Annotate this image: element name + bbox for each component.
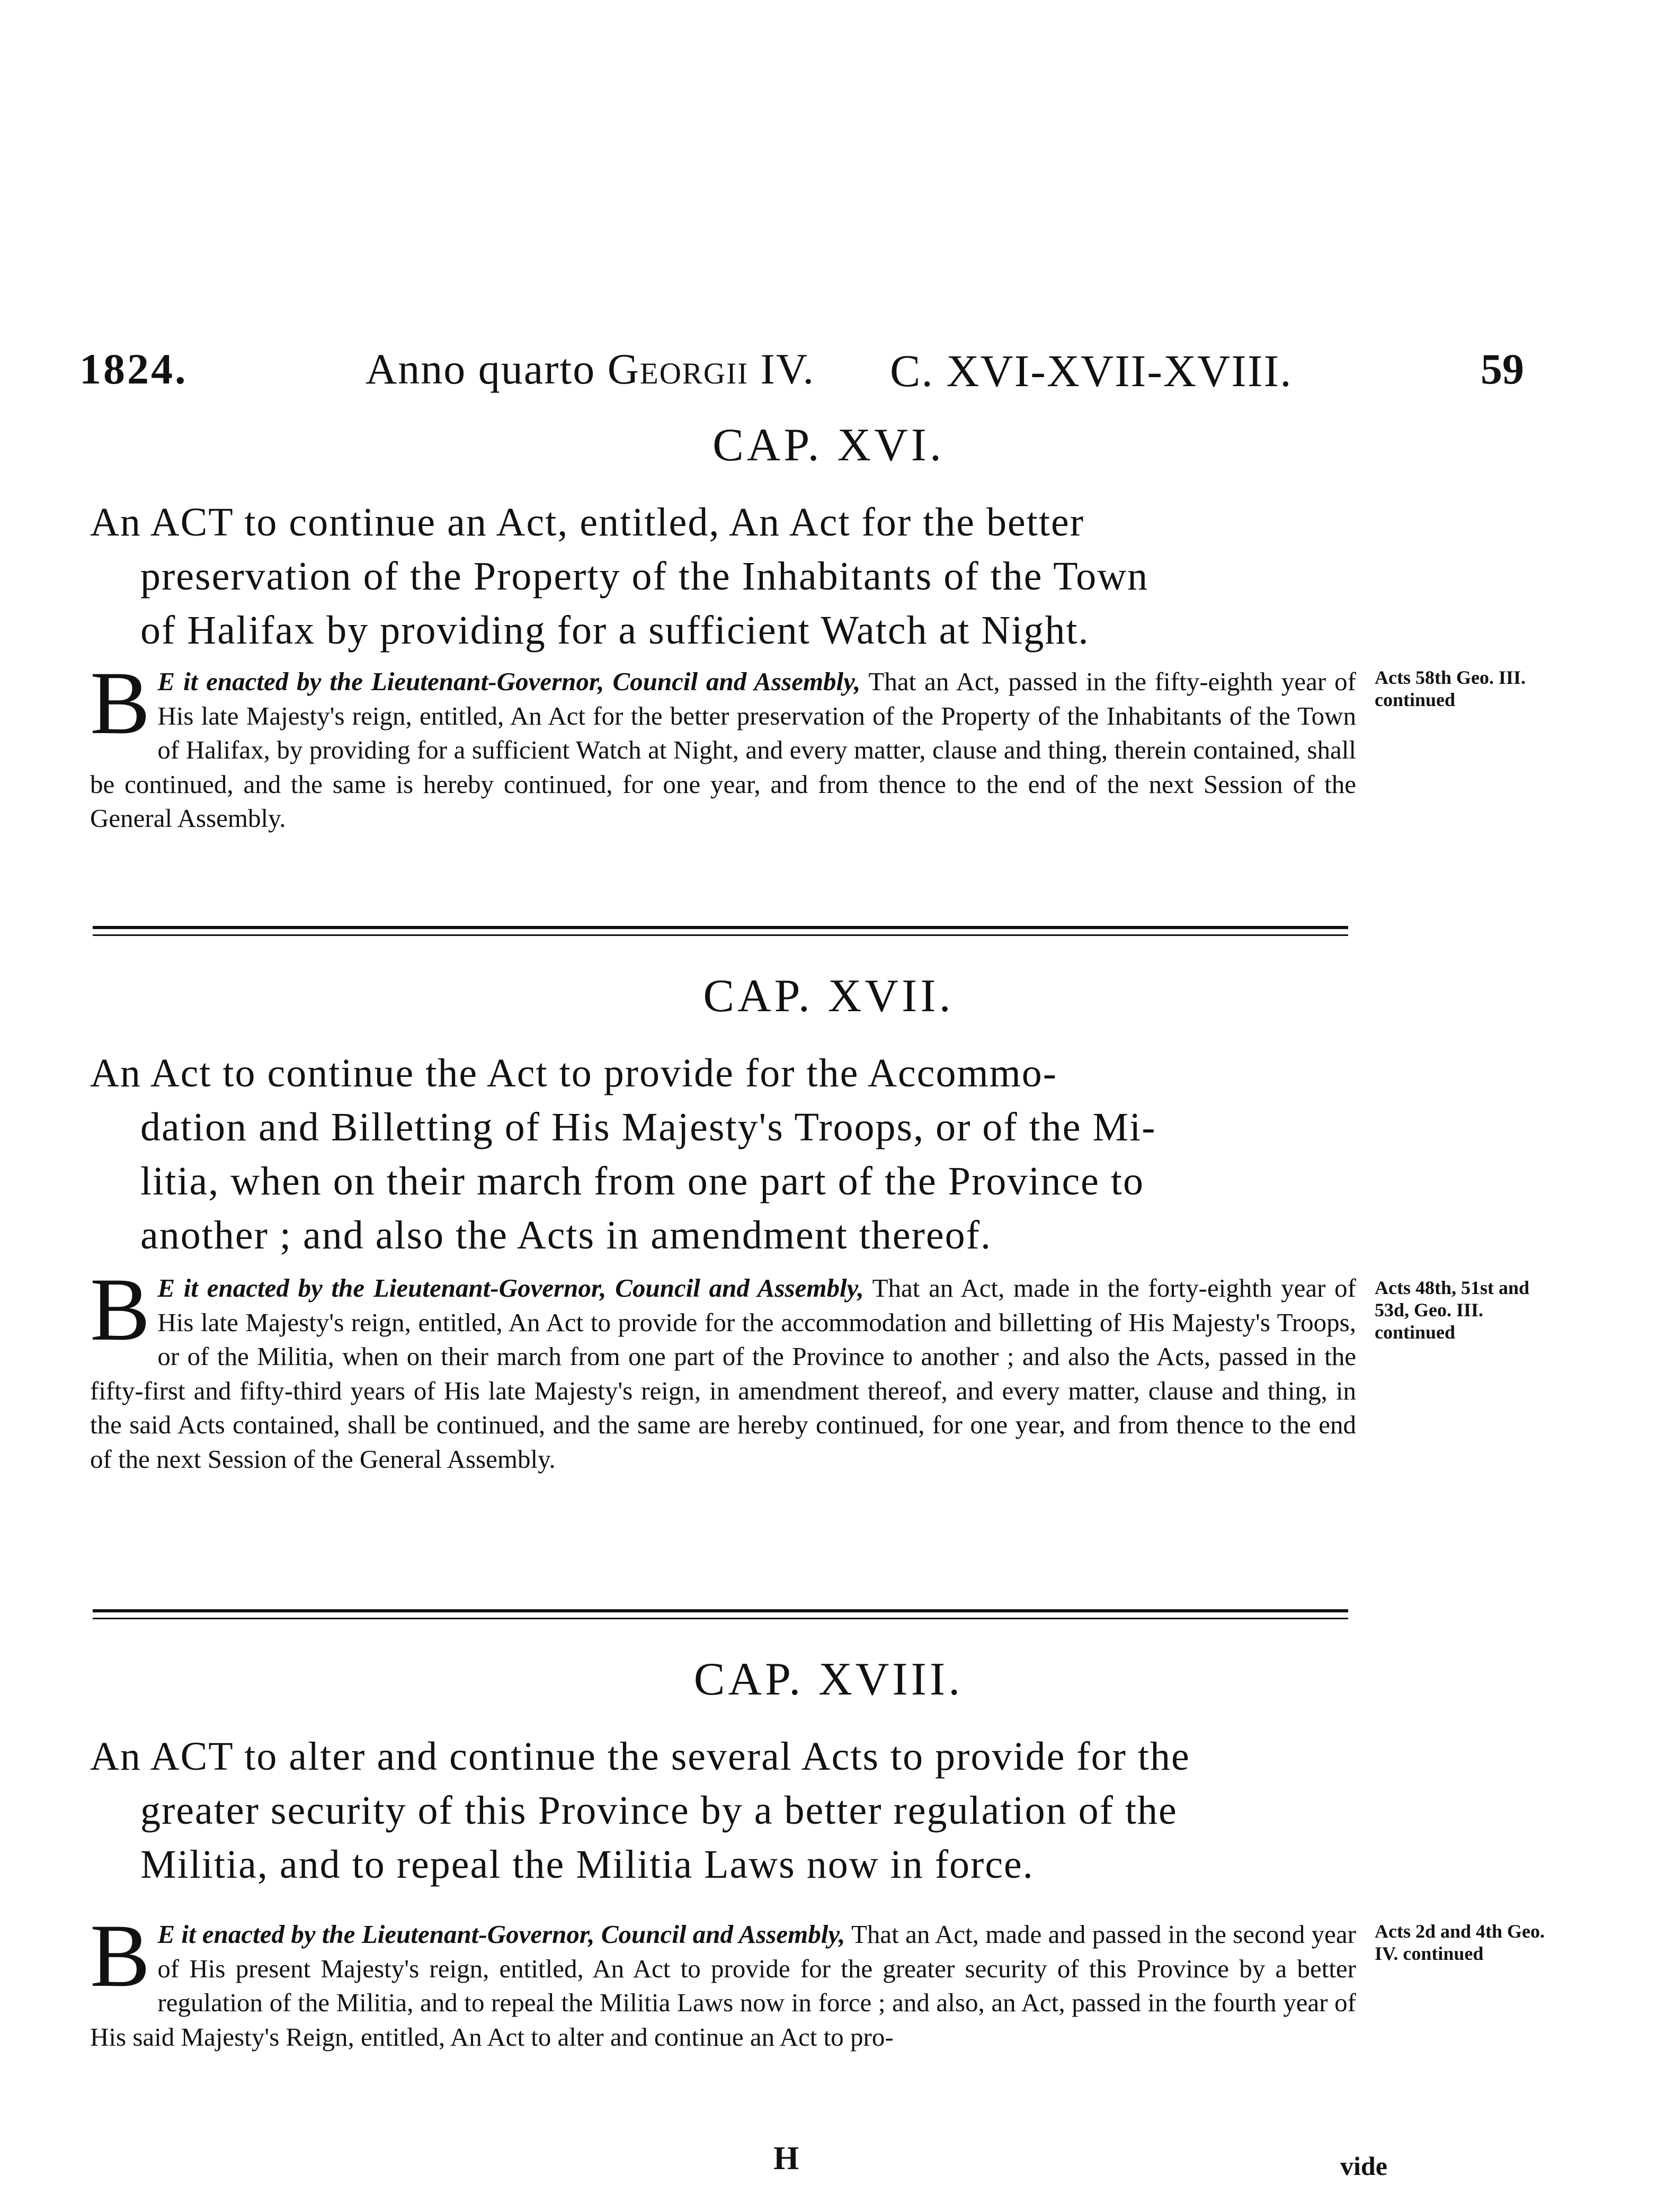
signature-mark: H	[773, 2140, 799, 2177]
page-number: 59	[1481, 345, 1524, 393]
act-title-line: An ACT to alter and continue the several Acts to provide for the	[90, 1734, 1190, 1779]
drop-cap: B	[90, 1260, 150, 1359]
enacting-clause: E it enacted by the Lieutenant-Governor, Council and Assembly,	[157, 1920, 845, 1949]
section-divider	[93, 926, 1348, 929]
section-divider	[93, 1618, 1348, 1619]
act-title-16	[90, 495, 1377, 657]
act-body-18	[90, 1906, 1356, 2054]
act-title-line: An ACT to continue an Act, entitled, An Act for the better	[90, 500, 1085, 545]
header-chapters: C. XVI-XVII-XVIII.	[890, 345, 1293, 396]
act-body-text: That an Act, made in the forty-eighth year of His late Majesty's reign, entitled, An Act to provide for the accommodation and billetting of His Majesty's Troops, or of the Militia, when on their march from one part of the Province to another ; and also the Acts, passed in the fifty-first and fifty-third years of His late Majesty's reign, in amendment thereof, and every matter, clause and thing, in the said Acts contained, shall be continued, and the same are hereby continued, for one year, and from thence to the end of the next Session of the General Assembly.	[90, 1273, 1356, 1474]
act-title-line: litia, when on their march from one part of the Province to	[140, 1159, 1145, 1203]
section-divider	[93, 934, 1348, 936]
section-divider	[93, 1609, 1348, 1612]
act-title-line: greater security of this Province by a better regulation of the	[140, 1788, 1178, 1833]
cap-heading-16: CAP. XVI.	[712, 420, 945, 471]
act-title-line: An Act to continue the Act to provide for the Accommo-	[90, 1051, 1058, 1095]
header-title-king: Georgii IV.	[607, 345, 815, 393]
header-title-prefix: Anno quarto	[366, 345, 596, 393]
marginal-note-16: Acts 58th Geo. III. continued	[1375, 667, 1526, 710]
act-body-text: That an Act, passed in the fifty-eighth year of His late Majesty's reign, entitled, An Act for the better preservation of the Property of the Inhabitants of the Town of Halifax, by providing for a sufficient Watch at Night, and every matter, clause and thing, therein contained, shall be continued, and the same is hereby continued, for one year, and from thence to the end of the next Session of the General Assembly.	[90, 667, 1356, 833]
act-title-line: preservation of the Property of the Inhabitants of the Town	[140, 554, 1149, 599]
act-title-line: another ; and also the Acts in amendment thereof.	[140, 1213, 992, 1257]
act-title-line: of Halifax by providing for a sufficient Watch at Night.	[140, 608, 1090, 653]
enacting-clause: E it enacted by the Lieutenant-Governor, Council and Assembly,	[157, 667, 861, 696]
drop-cap: B	[90, 1906, 150, 2005]
catchword: vide	[1340, 2151, 1387, 2181]
enacting-clause: E it enacted by the Lieutenant-Governor, Council and Assembly,	[157, 1273, 864, 1303]
act-title-18	[90, 1729, 1377, 1892]
act-title-line: Militia, and to repeal the Militia Laws now in force.	[140, 1842, 1034, 1887]
act-title-17	[90, 1046, 1377, 1262]
marginal-note-17: Acts 48th, 51st and 53d, Geo. III. continued	[1375, 1277, 1530, 1343]
cap-heading-18: CAP. XVIII.	[693, 1654, 964, 1705]
act-body-17	[90, 1260, 1356, 1476]
act-body-16	[90, 653, 1356, 836]
header-title	[366, 344, 815, 394]
cap-heading-17: CAP. XVII.	[703, 970, 954, 1022]
header-year: 1824.	[79, 345, 188, 393]
act-body-text: That an Act, made and passed in the second year of His present Majesty's reign, entitled, An Act to provide for the greater security of this Province by a better regulation of the Militia, and to repeal the Militia Laws now in force ; and also, an Act, passed in the fourth year of His said Majesty's Reign, entitled, An Act to alter and continue an Act to pro-	[90, 1920, 1356, 2052]
drop-cap: B	[90, 653, 150, 753]
marginal-note-18: Acts 2d and 4th Geo. IV. continued	[1375, 1921, 1545, 1964]
act-title-line: dation and Billetting of His Majesty's Troops, or of the Mi-	[140, 1105, 1156, 1149]
